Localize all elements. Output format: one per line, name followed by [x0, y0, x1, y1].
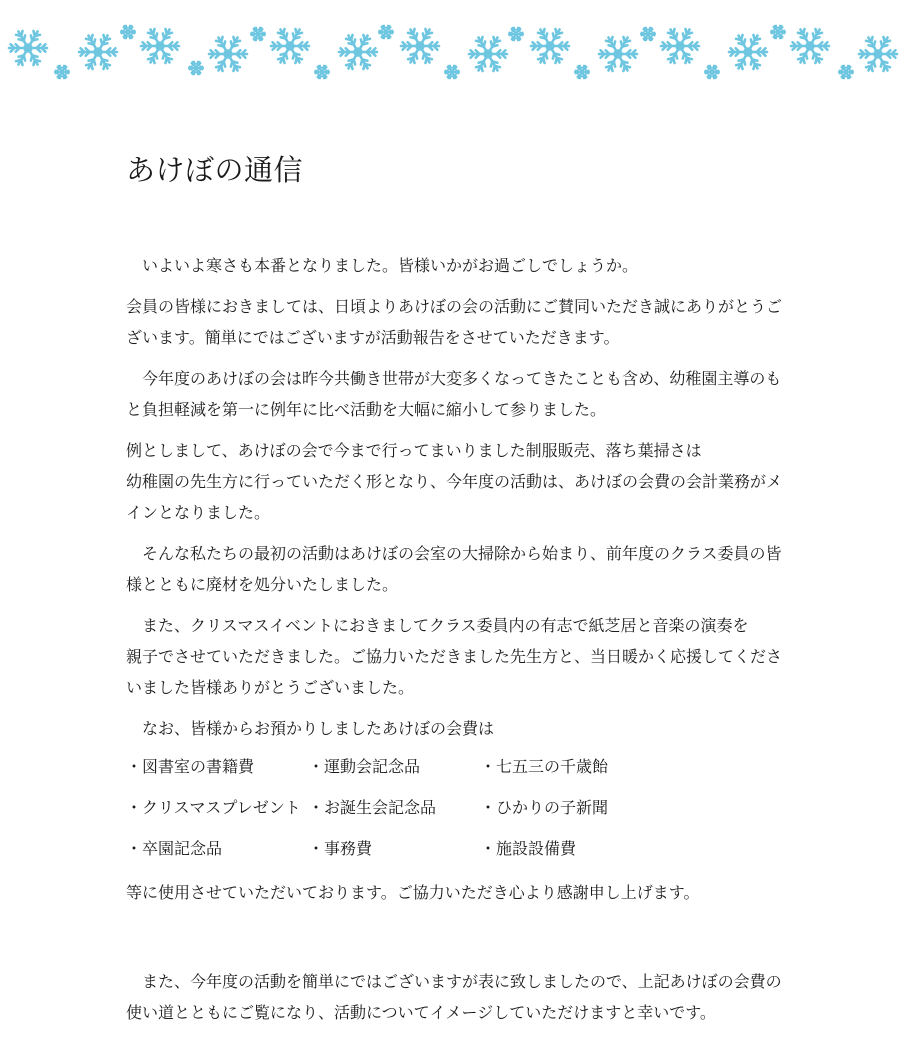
snowflake-icon [55, 66, 69, 79]
snowflake-icon [859, 37, 897, 71]
snowflake-icon [251, 28, 265, 41]
snowflake-icon [9, 31, 47, 65]
expense-item: ・図書室の書籍費 [126, 757, 255, 776]
snowflake-border [0, 0, 904, 90]
snowflake-icon [469, 37, 507, 71]
snowflake-icon [641, 28, 655, 41]
paragraph-usage: 等に使用させていただいております。ご協力いただき心より感謝申し上げます。 [126, 883, 700, 902]
expense-item: ・お誕生会記念品 [308, 798, 437, 817]
snowflake-icon [705, 66, 719, 79]
expense-item: ・運動会記念品 [308, 757, 421, 776]
expense-item-row [126, 787, 786, 828]
paragraph-fees-intro: なお、皆様からお預かりしましたあけぼの会費は [126, 719, 495, 738]
snowflake-icon [839, 66, 853, 79]
snowflake-icon [791, 29, 829, 63]
snowflake-icon [121, 26, 135, 39]
snowflake-icon [379, 26, 393, 39]
snowflake-icon [599, 37, 637, 71]
document-body [126, 250, 786, 1038]
snowflake-icon [445, 66, 459, 79]
page-title: あけぼの通信 [126, 153, 304, 187]
snowflake-icon [531, 29, 569, 63]
snowflake-icon [771, 26, 785, 39]
snowflake-icon [189, 62, 203, 75]
paragraph-policy: 今年度のあけぼの会は昨今共働き世帯が大変多くなってきたことも含め、幼稚園主導のもと負担軽減を第一に例年に比べ活動を大幅に縮小して参りました。 [126, 369, 782, 419]
expense-item: ・卒園記念品 [126, 839, 223, 858]
snowflake-icon [141, 29, 179, 63]
paragraph-christmas: また、クリスマスイベントにおきましてクラス委員内の有志で紙芝居と音楽の演奏を 親子でさせていただきました。ご協力いただきました先生方と、当日暖かく応援してくださいました皆様ありがとうございました。 [126, 616, 783, 697]
expense-item: ・クリスマスプレゼント [126, 798, 301, 817]
snowflake-icon [271, 29, 309, 63]
expense-item: ・七五三の千歳飴 [480, 757, 609, 776]
snowflake-icon [209, 37, 247, 71]
snowflake-icon [509, 28, 523, 41]
expense-item: ・施設設備費 [480, 839, 577, 858]
paragraph-example: 例としまして、あけぼの会で今まで行ってまいりました制服販売、落ち葉掃さは 幼稚園の先生方に行っていただく形となり、今年度の活動は、あけぼの会費の会計業務がメインとなりました。 [126, 441, 783, 522]
snowflake-icon [315, 66, 329, 79]
expense-item-list [126, 746, 786, 869]
spacer [126, 918, 786, 966]
paragraph-closing: また、今年度の活動を簡単にではございますが表に致しましたので、上記あけぼの会費の使い道とともにご覧になり、活動についてイメージしていただけますと幸いです。 [126, 972, 782, 1022]
snowflake-icon [401, 29, 439, 63]
snowflake-icon [661, 29, 699, 63]
snowflake-icon [575, 66, 589, 79]
expense-item: ・事務費 [308, 839, 373, 858]
snowflake-icon [729, 35, 767, 69]
expense-item: ・ひかりの子新聞 [480, 798, 609, 817]
expense-item-row [126, 746, 786, 787]
snowflake-icons [0, 0, 904, 90]
paragraph-thanks: 会員の皆様におきましては、日頃よりあけぼの会の活動にご賛同いただき誠にありがとうございます。簡単にではございますが活動報告をさせていただきます。 [126, 297, 783, 347]
paragraph-first-activity: そんな私たちの最初の活動はあけぼの会室の大掃除から始まり、前年度のクラス委員の皆様とともに廃材を処分いたしました。 [126, 544, 782, 594]
paragraph-greeting: いよいよ寒さも本番となりました。皆様いかがお過ごしでしょうか。 [126, 256, 639, 275]
snowflake-icon [79, 35, 117, 69]
expense-item-row [126, 828, 786, 869]
snowflake-icon [339, 35, 377, 69]
